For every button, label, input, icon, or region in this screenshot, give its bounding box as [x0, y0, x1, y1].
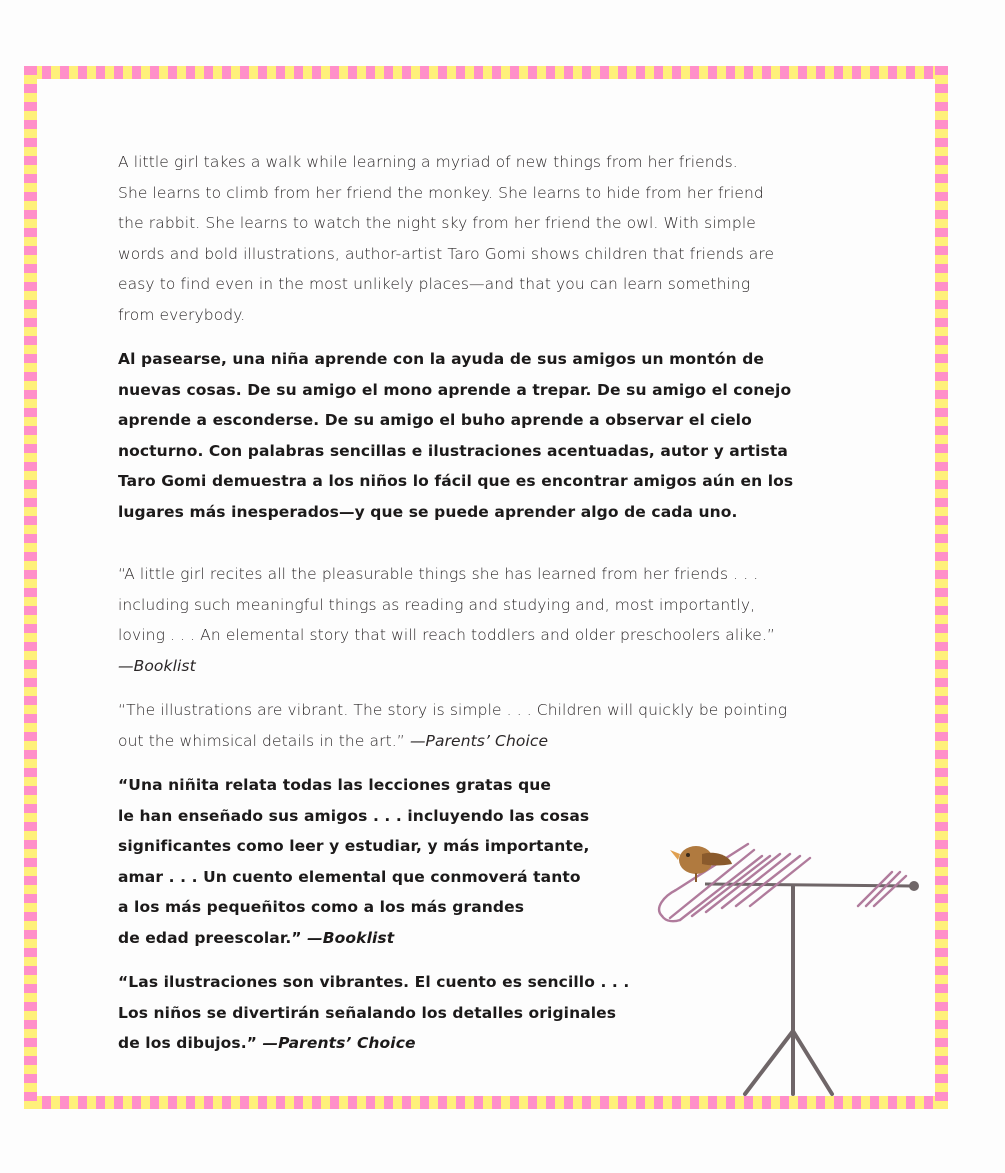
antenna-element [866, 872, 900, 906]
text-line [118, 923, 678, 954]
review-source: —Booklist [307, 928, 395, 947]
text-line: aprende a esconderse. De su amigo el buho aprende a observar el cielo [118, 411, 752, 429]
text-line: amar . . . Un cuento elemental que conmoverá tanto [118, 867, 581, 886]
text-line: Taro Gomi demuestra a los niños lo fácil que es encontrar amigos aún en los [118, 472, 794, 490]
review-booklist-spanish [118, 770, 678, 953]
review-source: —Parents’ Choice [409, 731, 549, 750]
bird-eye [686, 853, 690, 857]
text-line: “Una niñita relata todas las lecciones gratas que [118, 776, 552, 794]
text-line: nuevas cosas. De su amigo el mono aprende a trepar. De su amigo el conejo [118, 380, 792, 399]
text-line: including such meaningful things as reading and studying and, most importantly, [118, 595, 756, 614]
border-left-stripe [24, 66, 37, 1109]
text-line: nocturno. Con palabras sencillas e ilustraciones acentuadas, autor y artista [118, 441, 788, 460]
text-line: “A little girl recites all the pleasurable things she has learned from her friends . . . [118, 565, 759, 583]
text-line: the rabbit. She learns to watch the night sky from her friend the owl. With simple [118, 214, 756, 232]
tripod-leg [745, 1031, 793, 1094]
spanish-description [118, 344, 858, 527]
text-fragment: de edad preescolar.” [118, 928, 308, 947]
text-line: words and bold illustrations, author-artist Taro Gomi shows children that friends are [118, 244, 775, 263]
antenna-element [858, 872, 892, 906]
tripod-leg [793, 1031, 832, 1094]
antenna-tip [909, 881, 919, 891]
text-fragment: out the whimsical details in the art.” [118, 731, 410, 750]
review-booklist-english [118, 559, 858, 681]
text-line: a los más pequeñitos como a los más grandes [118, 898, 525, 916]
text-line: Los niños se divertirán señalando los detalles originales [118, 1003, 617, 1022]
bird-tail [702, 853, 732, 866]
text-line: significantes como leer y estudiar, y más importante, [118, 837, 590, 855]
border-top-stripe [24, 66, 948, 79]
text-line: She learns to climb from her friend the monkey. She learns to hide from her friend [118, 183, 764, 202]
text-line: loving . . . An elemental story that will reach toddlers and older preschoolers alike.” [118, 626, 776, 644]
text-fragment: de los dibujos.” [118, 1034, 263, 1052]
review-source: —Booklist [118, 656, 196, 675]
review-parents-choice-english [118, 695, 858, 756]
text-line: from everybody. [118, 305, 246, 324]
review-source: —Parents’ Choice [262, 1034, 416, 1052]
antenna-tripod [745, 886, 832, 1094]
text-line: easy to find even in the most unlikely places—and that you can learn something [118, 275, 751, 293]
text-line: “Las ilustraciones son vibrantes. El cuento es sencillo . . . [118, 973, 630, 991]
border-right-stripe [935, 66, 948, 1109]
text-line [118, 726, 858, 757]
text-line: A little girl takes a walk while learning a myriad of new things from her friends. [118, 153, 738, 171]
text-line: Al pasearse, una niña aprende con la ayuda de sus amigos un montón de [118, 350, 765, 368]
antenna-illustration [650, 836, 930, 1098]
text-line: “The illustrations are vibrant. The story is simple . . . Children will quickly be pointing [118, 701, 788, 719]
text-line: lugares más inesperados—y que se puede aprender algo de cada uno. [118, 502, 738, 521]
english-description [118, 147, 858, 330]
bird-beak [670, 850, 680, 860]
text-line: le han enseñado sus amigos . . . incluyendo las cosas [118, 806, 590, 825]
